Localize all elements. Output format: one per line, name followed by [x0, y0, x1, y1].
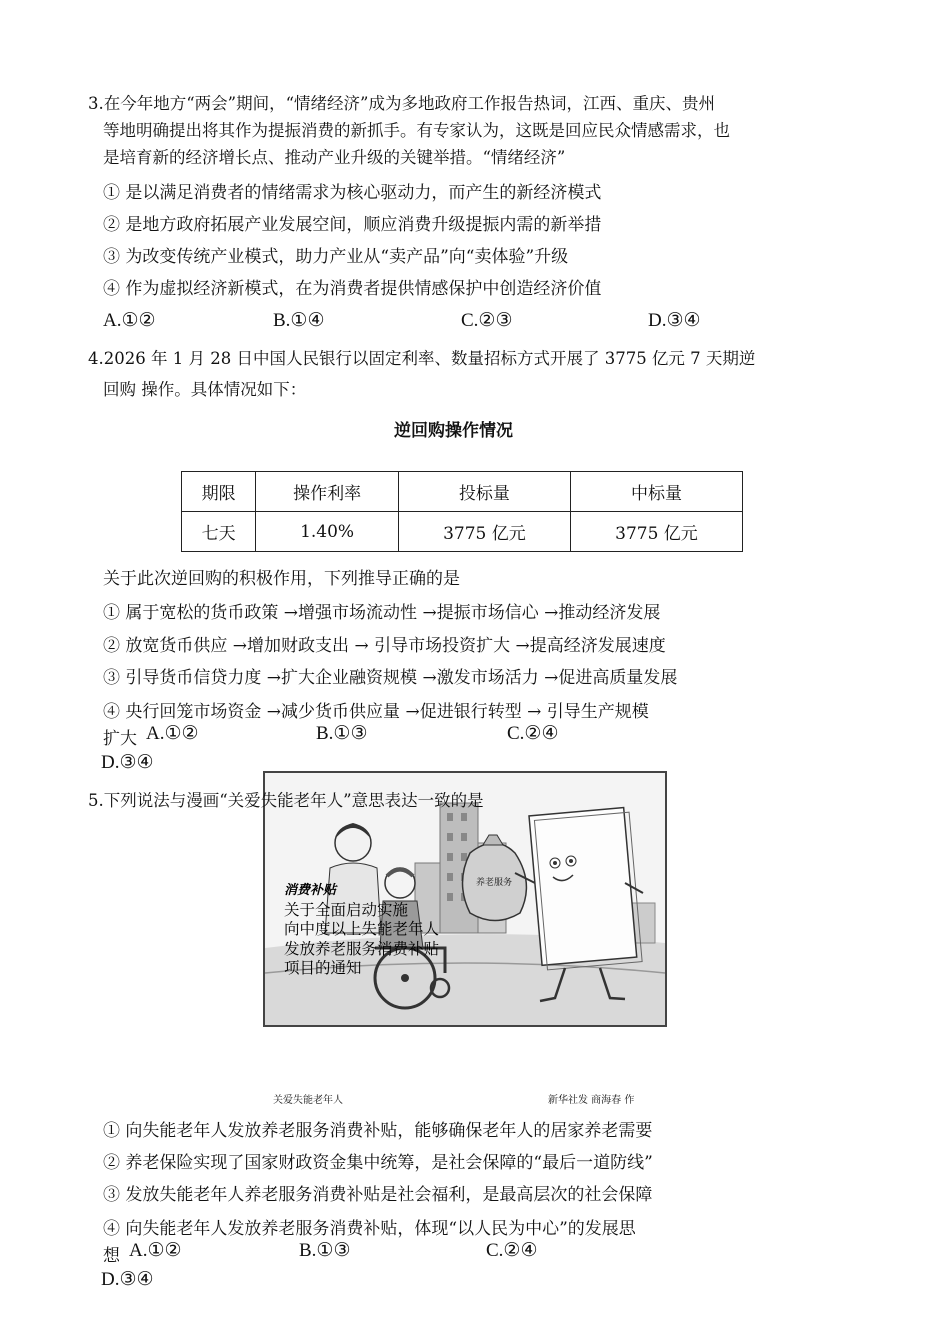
q5-option-4-wrap: 想 [103, 1246, 120, 1266]
q5-option-2: ② 养老保险实现了国家财政资金集中统筹，是社会保障的“最后一道防线” [103, 1153, 653, 1173]
q5-answer-d: D.③④ [101, 1269, 154, 1290]
table-row [182, 512, 743, 552]
cartoon-doc-line-1: 消费补贴 [284, 883, 337, 898]
q5-answer-b: B.①③ [299, 1240, 351, 1261]
q4-option-2: ② 放宽货币供应 →增加财政支出 → 引导市场投资扩大 →提高经济发展速度 [103, 636, 666, 656]
table-cell: 3775 亿元 [398, 512, 570, 552]
q3-option-1: ① 是以满足消费者的情绪需求为核心驱动力，而产生的新经济模式 [103, 183, 602, 203]
table-header-row [182, 472, 743, 512]
q4-answer-a: A.①② [146, 723, 199, 744]
q3-stem-line-1: 3.在今年地方“两会”期间，“情绪经济”成为多地政府工作报告热词，江西、重庆、贵州 [88, 94, 715, 113]
q3-answer-a: A.①② [103, 310, 156, 331]
table-cell: 3775 亿元 [570, 512, 742, 552]
q4-answer-d: D.③④ [101, 752, 154, 773]
q4-option-1: ① 属于宽松的货币政策 →增强市场流动性 →提振市场信心 →推动经济发展 [103, 603, 661, 623]
q5-stem: 5.下列说法与漫画“关爱失能老年人”意思表达一致的是 [88, 791, 484, 810]
cartoon-doc-line-3: 向中度以上失能老年人 [284, 920, 440, 938]
q3-answer-c: C.②③ [461, 310, 513, 331]
bag-label: 养老服务 [476, 878, 513, 888]
q3-answer-d: D.③④ [648, 310, 701, 331]
q3-stem-line-3: 是培育新的经济增长点、推动产业升级的关键举措。“情绪经济” [103, 148, 566, 167]
cartoon-doc-line-5: 项目的通知 [284, 959, 362, 977]
q3-option-4: ④ 作为虚拟经济新模式，在为消费者提供情感保护中创造经济价值 [103, 279, 602, 299]
table-header-cell: 期限 [182, 472, 256, 512]
table-header-cell: 操作利率 [256, 472, 399, 512]
q4-answer-c: C.②④ [507, 723, 559, 744]
table-cell: 1.40% [256, 512, 399, 552]
q3-answer-b: B.①④ [273, 310, 325, 331]
table-cell: 七天 [182, 512, 256, 552]
q4-prompt: 关于此次逆回购的积极作用，下列推导正确的是 [103, 569, 460, 589]
repo-table [181, 471, 743, 552]
q4-stem-line-2: 回购 操作。具体情况如下： [103, 380, 307, 399]
q4-option-3: ③ 引导货币信贷力度 →扩大企业融资规模 →激发市场活力 →促进高质量发展 [103, 668, 678, 688]
q5-option-4: ④ 向失能老年人发放养老服务消费补贴，体现“以人民为中心”的发展思 [103, 1219, 636, 1239]
cartoon-doc-line-4: 发放养老服务消费补贴 [284, 940, 440, 958]
q5-answer-a: A.①② [129, 1240, 182, 1261]
q3-stem-line-2: 等地明确提出将其作为提振消费的新抓手。有专家认为，这既是回应民众情感需求，也 [103, 121, 730, 140]
q3-option-3: ③ 为改变传统产业模式，助力产业从“卖产品”向“卖体验”升级 [103, 247, 569, 267]
q4-option-4: ④ 央行回笼市场资金 →减少货币供应量 →促进银行转型 → 引导生产规模 [103, 702, 649, 722]
q5-answer-c: C.②④ [486, 1240, 538, 1261]
table-header-cell: 中标量 [570, 472, 742, 512]
q3-option-2: ② 是地方政府拓展产业发展空间，顺应消费升级提振内需的新举措 [103, 215, 602, 235]
q5-option-1: ① 向失能老年人发放养老服务消费补贴，能够确保老年人的居家养老需要 [103, 1121, 653, 1141]
q4-answer-b: B.①③ [316, 723, 368, 744]
table-title: 逆回购操作情况 [394, 421, 513, 441]
cartoon-caption-credit: 新华社发 商海春 作 [548, 1095, 635, 1106]
q5-option-3: ③ 发放失能老年人养老服务消费补贴是社会福利，是最高层次的社会保障 [103, 1185, 653, 1205]
q4-option-4-wrap: 扩大 [103, 729, 137, 749]
cartoon-doc-line-2: 关于全面启动实施 [284, 901, 409, 919]
cartoon-caption-title: 关爱失能老年人 [273, 1095, 343, 1106]
table-header-cell: 投标量 [398, 472, 570, 512]
q4-stem-line-1: 4.2026 年 1 月 28 日中国人民银行以固定利率、数量招标方式开展了 3775 亿元 7 天期逆 [88, 349, 756, 368]
